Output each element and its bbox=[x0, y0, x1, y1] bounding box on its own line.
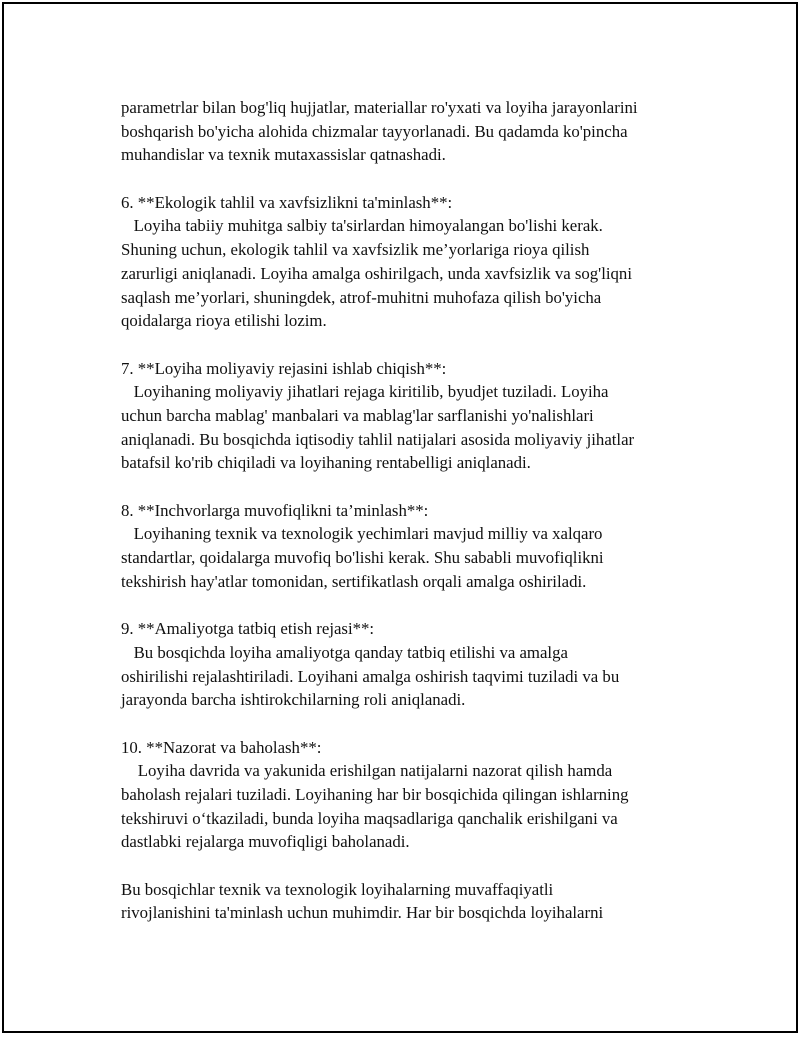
text-line: tekshiruvi o‘tkaziladi, bunda loyiha maqsadlariga qanchalik erishilgani va bbox=[121, 808, 618, 828]
text-line: aniqlanadi. Bu bosqichda iqtisodiy tahlil natijalari asosida moliyaviy jihatlar bbox=[121, 429, 635, 449]
section-heading: 7. **Loyiha moliyaviy rejasini ishlab chiqish**: bbox=[121, 358, 447, 378]
paragraph-gap bbox=[121, 593, 721, 617]
paragraph-gap bbox=[121, 333, 721, 357]
text-line: jarayonda barcha ishtirokchilarning roli aniqlanadi. bbox=[121, 690, 466, 710]
section-heading: 8. **Inchvorlarga muvofiqlikni ta’minlash**: bbox=[121, 500, 429, 520]
text-line: baholash rejalari tuziladi. Loyihaning har bir bosqichida qilingan ishlarning bbox=[121, 784, 629, 804]
section-heading: 6. **Ekologik tahlil va xavfsizlikni ta'minlash**: bbox=[121, 192, 453, 212]
document-body bbox=[121, 96, 721, 925]
closing-paragraph bbox=[121, 878, 721, 925]
section-7-financial-plan bbox=[121, 357, 721, 475]
text-line: oshirilishi rejalashtiriladi. Loyihani amalga oshirish taqvimi tuziladi va bu bbox=[121, 666, 620, 686]
paragraph-gap bbox=[121, 712, 721, 736]
text-line: Bu bosqichlar texnik va texnologik loyihalarning muvaffaqiyatli bbox=[121, 879, 554, 899]
text-line: saqlash me’yorlari, shuningdek, atrof-muhitni muhofaza qilish bo'yicha bbox=[121, 287, 602, 307]
paragraph-gap bbox=[121, 475, 721, 499]
text-line: qoidalarga rioya etilishi lozim. bbox=[121, 311, 327, 331]
text-line: Loyiha davrida va yakunida erishilgan natijalarni nazorat qilish hamda bbox=[121, 761, 613, 781]
text-line: Loyihaning moliyaviy jihatlari rejaga kiritilib, byudjet tuziladi. Loyiha bbox=[121, 382, 609, 402]
paragraph-gap bbox=[121, 854, 721, 878]
text-line: muhandislar va texnik mutaxassislar qatnashadi. bbox=[121, 145, 446, 165]
section-heading: 10. **Nazorat va baholash**: bbox=[121, 737, 322, 757]
text-line: Bu bosqichda loyiha amaliyotga qanday tatbiq etilishi va amalga bbox=[121, 642, 568, 662]
text-line: rivojlanishini ta'minlash uchun muhimdir. Har bir bosqichda loyihalarni bbox=[121, 903, 604, 923]
text-line: standartlar, qoidalarga muvofiq bo'lishi kerak. Shu sababli muvofiqlikni bbox=[121, 548, 604, 568]
section-heading: 9. **Amaliyotga tatbiq etish rejasi**: bbox=[121, 619, 375, 639]
section-8-compliance bbox=[121, 499, 721, 594]
text-line: tekshirish hay'atlar tomonidan, sertifikatlash orqali amalga oshiriladi. bbox=[121, 571, 587, 591]
text-line: Loyihaning texnik va texnologik yechimlari mavjud milliy va xalqaro bbox=[121, 524, 603, 544]
section-10-control-evaluation bbox=[121, 736, 721, 854]
document-page bbox=[2, 2, 798, 1033]
text-line: Loyiha tabiiy muhitga salbiy ta'sirlardan himoyalangan bo'lishi kerak. bbox=[121, 216, 603, 236]
text-line: uchun barcha mablag' manbalari va mablag'lar sarflanishi yo'nalishlari bbox=[121, 405, 594, 425]
text-line: Shuning uchun, ekologik tahlil va xavfsizlik me’yorlariga rioya qilish bbox=[121, 240, 590, 260]
section-6-ecological-analysis bbox=[121, 191, 721, 333]
text-line: parametrlar bilan bog'liq hujjatlar, materiallar ro'yxati va loyiha jarayonlarini bbox=[121, 98, 638, 117]
text-line: dastlabki rejalarga muvofiqligi baholanadi. bbox=[121, 832, 410, 852]
text-line: batafsil ko'rib chiqiladi va loyihaning rentabelligi aniqlanadi. bbox=[121, 453, 531, 473]
text-line: zarurligi aniqlanadi. Loyiha amalga oshirilgach, unda xavfsizlik va sog'liqni bbox=[121, 263, 632, 283]
text-line: boshqarish bo'yicha alohida chizmalar tayyorlanadi. Bu qadamda ko'pincha bbox=[121, 121, 628, 141]
paragraph-gap bbox=[121, 167, 721, 191]
paragraph-continuation bbox=[121, 96, 721, 167]
section-9-implementation-plan bbox=[121, 617, 721, 712]
